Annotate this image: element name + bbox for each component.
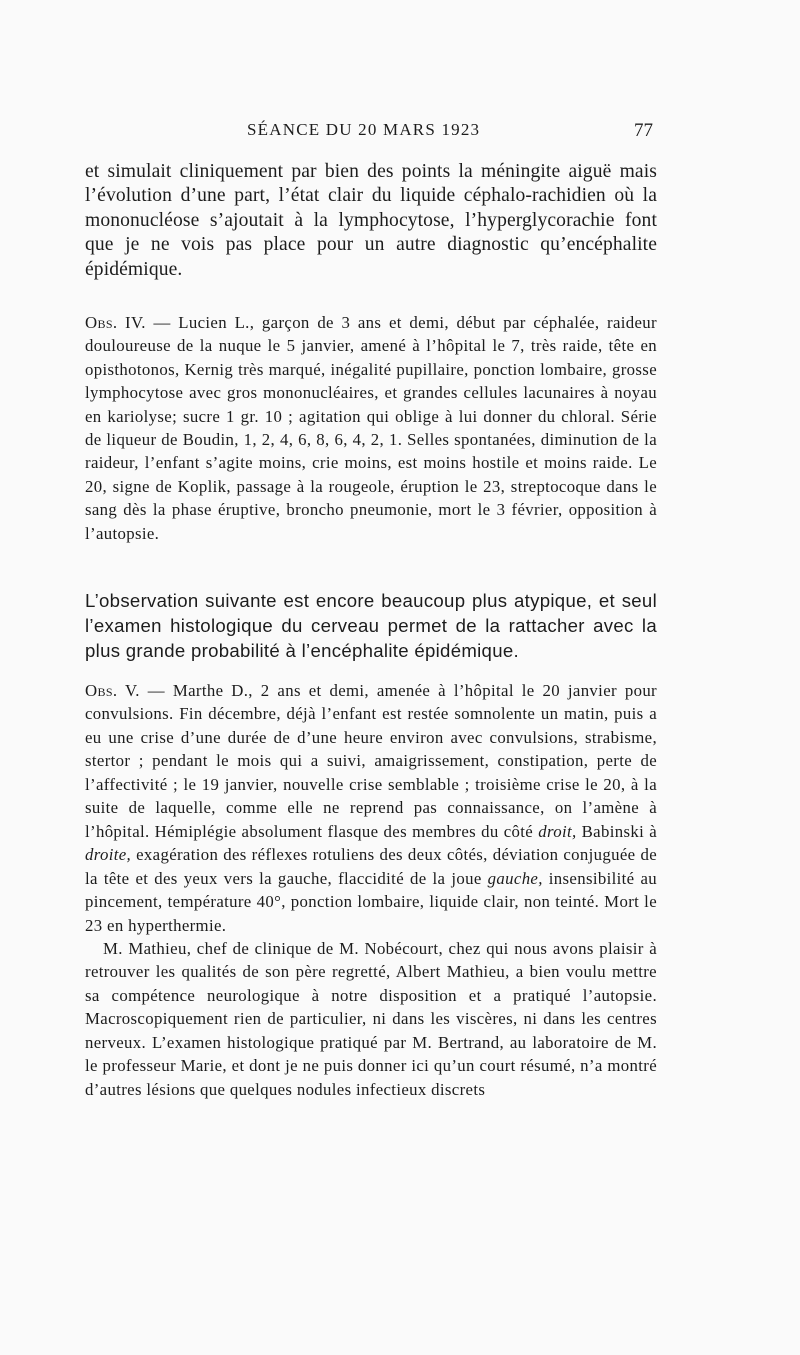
observation-iv-label: Obs. IV.: [85, 313, 146, 332]
observation-iv-text: — Lucien L., garçon de 3 ans et demi, début par céphalée, raideur douloureuse de la nuque le 5 janvier, amené à l’hôpital le 7, très raide, tête en opisthotonos, Kernig très marqué, inégalité pupillaire, ponction lombaire, grosse lymphocytose avec gros mononucléaires, et grandes cellules lacunaires à noyau en kariolyse; sucre 1 gr. 10 ; agitation qui oblige à lui donner du chloral. Série de liqueur de Boudin, 1, 2, 4, 6, 8, 6, 4, 2, 1. Selles spontanées, diminution de la raideur, l’enfant s’agite moins, crie moins, est moins hostile et moins raide. Le 20, signe de Koplik, passage à la rougeole, éruption le 23, streptocoque dans le sang dès la phase éruptive, broncho pneumonie, mort le 3 février, opposition à l’autopsie.: [85, 313, 657, 543]
observation-iv: [85, 311, 657, 545]
observation-v-italic-droit: droit,: [538, 821, 577, 841]
page-header: [85, 120, 653, 144]
running-head: SÉANCE DU 20 MARS 1923: [247, 120, 481, 139]
page-number: 77: [634, 120, 653, 141]
observation-v-text-3: exagération des réflexes rotuliens des deux côtés, déviation conjuguée de la tête et des yeux vers la gauche, flaccidité de la joue: [85, 845, 657, 888]
observation-v-text-1: — Marthe D., 2 ans et demi, amenée à l’hôpital le 20 janvier pour convulsions. Fin décembre, déjà l’enfant est restée somnolente un matin, puis a eu une crise d’une durée de d’une heure environ avec convulsions, strabisme, stertor ; pendant le mois qui a suivi, amaigrissement, constipation, perte de l’affectivité ; le 19 janvier, nouvelle crise semblable ; troisième crise le 20, à la suite de laquelle, comme elle ne reprend pas connaissance, on l’amène à l’hôpital. Hémiplégie absolument flasque des membres du côté: [85, 681, 657, 841]
transition-paragraph: L’observation suivante est encore beaucoup plus atypique, et seul l’examen histologique du cerveau permet de la rattacher avec la plus grande probabilité à l’encéphalite épidémique.: [85, 590, 657, 661]
observation-v-paragraph-1: [85, 679, 657, 937]
observation-v-paragraph-2: M. Mathieu, chef de clinique de M. Nobécourt, chez qui nous avons plaisir à retrouver les qualités de son père regretté, Albert Mathieu, a bien voulu mettre sa compétence neurologique à notre disposition et a pratiqué l’autopsie. Macroscopiquement rien de particulier, ni dans les viscères, ni dans les centres nerveux. L’examen histologique pratiqué par M. Bertrand, au laboratoire de M. le professeur Marie, et dont je ne puis donner ici qu’un court résumé, n’a montré d’autres lésions que quelques nodules infectieux discrets: [85, 938, 657, 1099]
observation-v-text-2: Babinski à: [576, 821, 657, 841]
intro-paragraph: et simulait cliniquement par bien des points la méningite aiguë mais l’évolution d’une part, l’état clair du liquide céphalo-rachidien où la mononucléose s’ajoutait à la lymphocytose, l’hyperglycorachie font que je ne vois pas place pour un autre diagnostic qu’encéphalite épidémique.: [85, 161, 657, 280]
observation-v-text-4: insensibilité au pincement, température 40°, ponction lombaire, liquide clair, non teinté. Mort le 23 en hyperthermie.: [85, 868, 657, 935]
observation-v-label: Obs. V.: [85, 681, 140, 700]
observation-v: [85, 679, 657, 1101]
observation-v-italic-droite: droite,: [85, 845, 132, 865]
observation-v-italic-gauche: gauche,: [487, 868, 543, 888]
